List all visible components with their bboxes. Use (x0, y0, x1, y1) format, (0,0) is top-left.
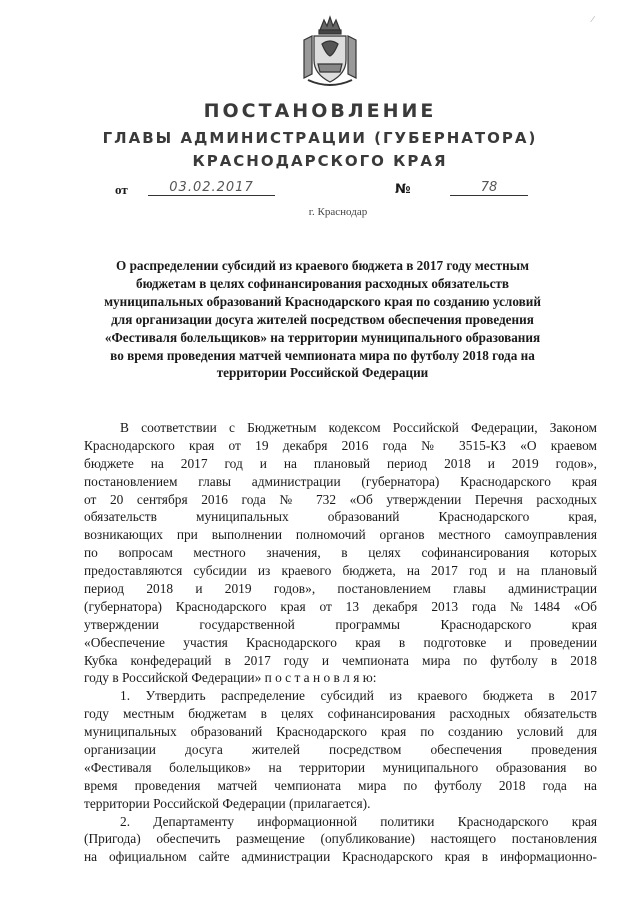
body-line: муниципальных образований Краснодарского края по созданию условий для (84, 724, 597, 740)
body-line: на официальном сайте администрации Краснодарского края в информационно- (84, 849, 597, 865)
title-line: для организации досуга жителей посредством обеспечения проведения (111, 311, 534, 327)
body-line: «Фестиваля болельщиков» на территории муниципального образования во (84, 759, 597, 775)
body-line: постановлением главы администрации (губернатора) Краснодарского края (84, 473, 597, 489)
body-line: (Пригода) обеспечить размещение (опубликование) настоящего постановления (84, 831, 597, 847)
body-line: Кубка конфедераций в 2017 году и чемпионата мира по футболу в 2018 (84, 652, 597, 668)
title-line: территории Российской Федерации (216, 365, 429, 381)
document-date: 03.02.2017 (148, 180, 275, 196)
body-line: бюджете на 2017 год и на плановый период 2018 и 2019 годов», (84, 455, 597, 471)
body-line: (губернатора) Краснодарского края от 13 декабря 2013 года №1484 «Об (84, 598, 597, 614)
title-line: во время проведения матчей чемпионата мира по футболу 2018 года на (110, 347, 535, 363)
date-label: от (115, 182, 128, 197)
body-line: году местным бюджетам в целях софинансирования расходных обязательств (84, 706, 597, 722)
body-line: В соответствии с Бюджетным кодексом Российской Федерации, Законом (120, 420, 597, 435)
document-body (84, 419, 597, 866)
issuer-heading: ГЛАВЫ АДМИНИСТРАЦИИ (ГУБЕРНАТОРА) (102, 129, 538, 147)
corner-mark: ∕ (592, 14, 594, 24)
body-line: время проведения матчей чемпионата мира по футболу 2018 года на (84, 777, 597, 793)
body-line: от 20 сентября 2016 года № 732 «Об утверждении Перечня расходных (84, 491, 597, 507)
body-line: территории Российской Федерации (прилагается). (84, 795, 371, 811)
number-label: № (395, 182, 411, 197)
body-line: период 2018 и 2019 годов», постановлением главы администрации (84, 581, 597, 597)
body-line: возникающих при выполнении полномочий органов местного самоуправления (84, 527, 597, 543)
region-heading: КРАСНОДАРСКОГО КРАЯ (192, 152, 448, 170)
body-line: «Обеспечение участия Краснодарского края в подготовке и проведении (84, 634, 597, 650)
body-line: 1. Утвердить распределение субсидий из краевого бюджета в 2017 (120, 688, 597, 704)
document-title (75, 257, 570, 382)
body-line: по вопросам местного значения, в целях софинансирования которых (84, 545, 597, 561)
body-line: Краснодарского края от 19 декабря 2016 года № 3515-КЗ «О краевом (84, 437, 597, 453)
title-line: «Фестиваля болельщиков» на территории муниципального образования (104, 329, 541, 345)
body-line: утверждении государственной программы Краснодарского края (84, 616, 597, 632)
title-line: муниципальных образований Краснодарского края по созданию условий (104, 293, 541, 309)
title-line: О распределении субсидий из краевого бюджета в 2017 году местным (116, 258, 529, 273)
body-line: 2. Департаменту информационной политики Краснодарского края (120, 813, 597, 829)
document-number: 78 (450, 180, 528, 196)
body-line: предоставляются субсидии из краевого бюджета, на 2017 год и на плановый (84, 563, 597, 579)
city-name: г. Краснодар (308, 206, 368, 218)
body-line: году в Российской Федерации» п о с т а н о в л я ю: (84, 670, 377, 686)
coat-of-arms-emblem (298, 14, 362, 90)
document-type-heading: ПОСТАНОВЛЕНИЕ (203, 100, 437, 122)
title-line: бюджетам в целях софинансирования расходных обязательств (135, 275, 510, 291)
body-line: организации досуга жителей посредством обеспечения проведения (84, 742, 597, 758)
body-line: обязательств муниципальных образований Краснодарского края, (84, 509, 597, 525)
